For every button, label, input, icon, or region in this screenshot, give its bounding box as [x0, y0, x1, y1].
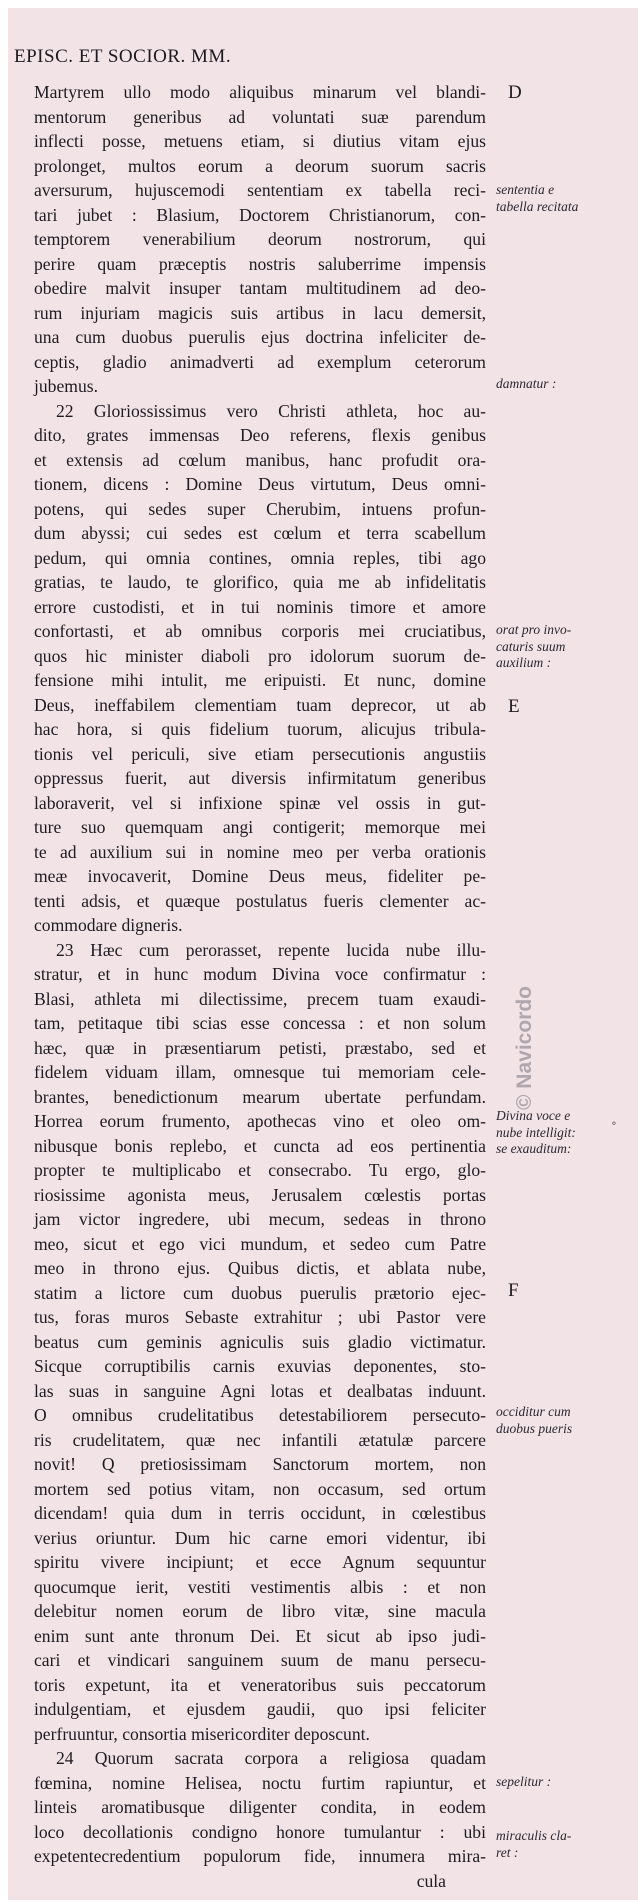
- text-line: O omnibus crudelitatibus detestabiliorem persecuto-: [34, 1405, 486, 1425]
- text-line: perire quam præceptis nostris saluberrime impensis: [34, 253, 486, 274]
- text-line: spiritu vivere incipiunt; et ecce Agnum sequuntur: [34, 1552, 486, 1572]
- text-line: fœmina, nomine Helisea, noctu furtim rapiuntur, et: [34, 1772, 486, 1793]
- text-line: riosissime agonista meus, Jerusalem cœlestis portas: [34, 1184, 486, 1205]
- margin-note-occiditur: occiditur cum duobus pueris: [496, 1404, 573, 1436]
- watermark: © Navicordo: [513, 985, 536, 1110]
- text-line: laboraverit, vel si infixione spinæ vel ossis in gut-: [34, 792, 486, 813]
- text-line: verius oriuntur. Dum hic carne emori videntur, ibi: [34, 1527, 486, 1548]
- text-line: 24 Quorum sacrata corpora a religiosa quadam: [56, 1748, 486, 1768]
- margin-letter-e: E: [508, 696, 520, 717]
- margin-note-damnatur: damnatur :: [496, 376, 557, 391]
- text-line: temptorem venerabilium deorum nostrorum, qui: [34, 229, 486, 249]
- text-line: perfruuntur, consortia misericorditer deposcunt.: [34, 1723, 370, 1744]
- text-line: loco decollationis condigno honore tumulantur : ubi: [34, 1821, 486, 1842]
- margin-note-orat: orat pro invo- caturis suum auxilium :: [496, 622, 572, 670]
- text-line: statim a lictore cum duobus puerulis prætorio ejec-: [34, 1282, 486, 1303]
- text-line: tus, foras muros Sebaste extrahitur ; ubi Pastor vere: [34, 1307, 486, 1327]
- text-line: enim sunt ante thronum Dei. Et sicut ab ipso judi-: [34, 1625, 486, 1646]
- text-line: fensione mihi intulit, me eripuisti. Et nunc, domine: [34, 670, 486, 690]
- text-line: delebitur nomen eorum de libro vitæ, sine macula: [34, 1601, 486, 1621]
- text-line: ris crudelitatem, quæ nec infantili ætatulæ parcere: [34, 1429, 486, 1450]
- text-line: tari jubet : Blasium, Doctorem Christianorum, con-: [34, 204, 486, 225]
- text-line: inflecti posse, metuens etiam, si diutius vitam ejus: [34, 131, 486, 151]
- margin-note-miraculis: miraculis cla- ret :: [496, 1828, 572, 1860]
- text-line: tenti adsis, et quæque postulatus fueris clementer ac-: [34, 890, 486, 911]
- margin-letter-d: D: [508, 82, 522, 103]
- text-line: cari et vindicari sanguinem suum de manu persecu-: [34, 1650, 486, 1670]
- text-line: te ad auxilium sui in nomine meo per verba orationis: [34, 841, 486, 862]
- text-line: aversurum, hujuscemodi sententiam ex tabella reci-: [34, 180, 486, 200]
- text-line: hæc, quæ in præsentiarum petisti, præstabo, sed et: [34, 1037, 486, 1058]
- book-page: [8, 8, 638, 1900]
- text-line: toris expetunt, ita et veneratoribus suis peccatorum: [34, 1674, 486, 1695]
- text-line: Sicque corruptibilis carnis exuvias deponentes, sto-: [34, 1356, 486, 1376]
- text-line: ture suo quemquam angi contigerit; memorque mei: [34, 817, 486, 837]
- margin-note-divina-voce: Divina voce e nube intelligit: se exauditum:: [496, 1108, 576, 1156]
- text-line: quos hic minister diaboli pro idolorum suorum de-: [34, 645, 486, 666]
- text-line: dum abyssi; cui sedes est cœlum et terra scabellum: [34, 523, 486, 543]
- text-line: tionem, dicens : Domine Deus virtutum, Deus omni-: [34, 474, 486, 494]
- text-line: 23 Hæc cum perorasset, repente lucida nube illu-: [56, 939, 486, 960]
- text-line: jubemus.: [34, 376, 99, 396]
- text-line: meo in throno ejus. Quibus dictis, et ablata nube,: [34, 1258, 486, 1278]
- text-line: dito, grates immensas Deo referens, flexis genibus: [34, 425, 486, 445]
- text-line: jam victor ingredere, ubi mecum, sedeas in throno: [34, 1209, 486, 1229]
- text-line: una cum duobus puerulis ejus doctrina infeliciter de-: [34, 327, 486, 347]
- text-line: obedire malvit insuper tantam multitudinem ad deo-: [34, 278, 486, 298]
- text-line: ceptis, gladio animadverti ad exemplum ceterorum: [34, 351, 486, 372]
- text-line: cula: [416, 1870, 446, 1891]
- text-line: oppressus fuerit, aut diversis infirmitatum generibus: [34, 768, 486, 788]
- text-line: Martyrem ullo modo aliquibus minarum vel blandi-: [34, 82, 486, 102]
- text-line: Blasi, athleta mi dilectissime, precem tuam exaudi-: [34, 988, 486, 1009]
- text-line: Deus, ineffabilem clementiam tuam deprecor, ut ab: [34, 694, 486, 715]
- text-line: errore custodisti, et in tui nominis timore et amore: [34, 596, 486, 617]
- text-line: novit! Q pretiosissimam Sanctorum mortem, non: [34, 1454, 486, 1474]
- text-line: tionis vel periculi, sive etiam persecutionis angustiis: [34, 743, 486, 764]
- text-line: hac hora, si quis fidelium tuorum, alicujus tribula-: [34, 719, 486, 739]
- text-line: pedum, qui omnia contines, omnia reples, tibi ago: [34, 547, 486, 568]
- text-line: brantes, benedictionum mearum ubertate perfundam.: [34, 1086, 486, 1107]
- text-line: linteis aromatibusque diligenter condita, in eodem: [34, 1797, 486, 1817]
- text-line: fidelem viduam illam, omnesque tui memoriam cele-: [34, 1062, 486, 1082]
- text-line: expetentecredentium populorum fide, innumera mira-: [34, 1846, 486, 1866]
- text-line: prolonget, multos eorum a deorum suorum sacris: [34, 155, 486, 176]
- main-text: [34, 80, 486, 1893]
- text-line: dicendam! quia dum in terris occidunt, in cœlestibus: [34, 1503, 486, 1523]
- text-line: tam, petitaque tibi scias esse concessa : et non solum: [34, 1013, 486, 1033]
- text-line: stratur, et in hunc modum Divina voce confirmatur :: [34, 964, 486, 984]
- text-line: meo, sicut et ego vici mundum, et sedeo cum Patre: [34, 1233, 486, 1254]
- text-line: nibusque bonis replebo, et cuncta ad eos pertinentia: [34, 1135, 486, 1156]
- text-line: mortem sed potius vitam, non occasum, sed ortum: [34, 1478, 486, 1499]
- text-line: confortasti, et ab omnibus corporis mei cruciatibus,: [34, 621, 486, 641]
- text-line: rum injuriam magicis suis artibus in lacu demersit,: [34, 302, 486, 323]
- stray-mark: ∘: [611, 1116, 617, 1130]
- text-line: quocumque ierit, vestiti vestimentis albis : et non: [34, 1576, 486, 1597]
- text-line: las suas in sanguine Agni lotas et dealbatas induunt.: [34, 1380, 486, 1401]
- text-line: et extensis ad cœlum manibus, hanc profudit ora-: [34, 449, 486, 470]
- margin-note-sepelitur: sepelitur :: [496, 1774, 552, 1789]
- text-line: potens, qui sedes super Cherubim, intuens profun-: [34, 498, 486, 519]
- text-line: commodare digneris.: [34, 915, 183, 935]
- text-line: mentorum generibus ad voluntati suæ parendum: [34, 106, 486, 127]
- text-line: beatus cum geminis agniculis suis gladio victimatur.: [34, 1331, 486, 1352]
- text-line: 22 Gloriossissimus vero Christi athleta, hoc au-: [56, 400, 486, 421]
- margin-letter-f: F: [508, 1280, 519, 1301]
- text-line: indulgentiam, et ejusdem gaudii, quo ipsi feliciter: [34, 1699, 486, 1719]
- margin-note-sententia: sententia e tabella recitata: [496, 182, 579, 214]
- text-line: propter te multiplicabo et consecrabo. Tu ergo, glo-: [34, 1160, 486, 1180]
- running-header: EPISC. ET SOCIOR. MM.: [14, 46, 232, 67]
- text-line: Horrea eorum frumento, apothecas vino et oleo om-: [34, 1111, 486, 1131]
- text-line: meæ invocaverit, Domine Deus meus, fideliter pe-: [34, 866, 486, 886]
- text-line: gratias, te laudo, te glorifico, quia me ab infidelitatis: [34, 572, 486, 592]
